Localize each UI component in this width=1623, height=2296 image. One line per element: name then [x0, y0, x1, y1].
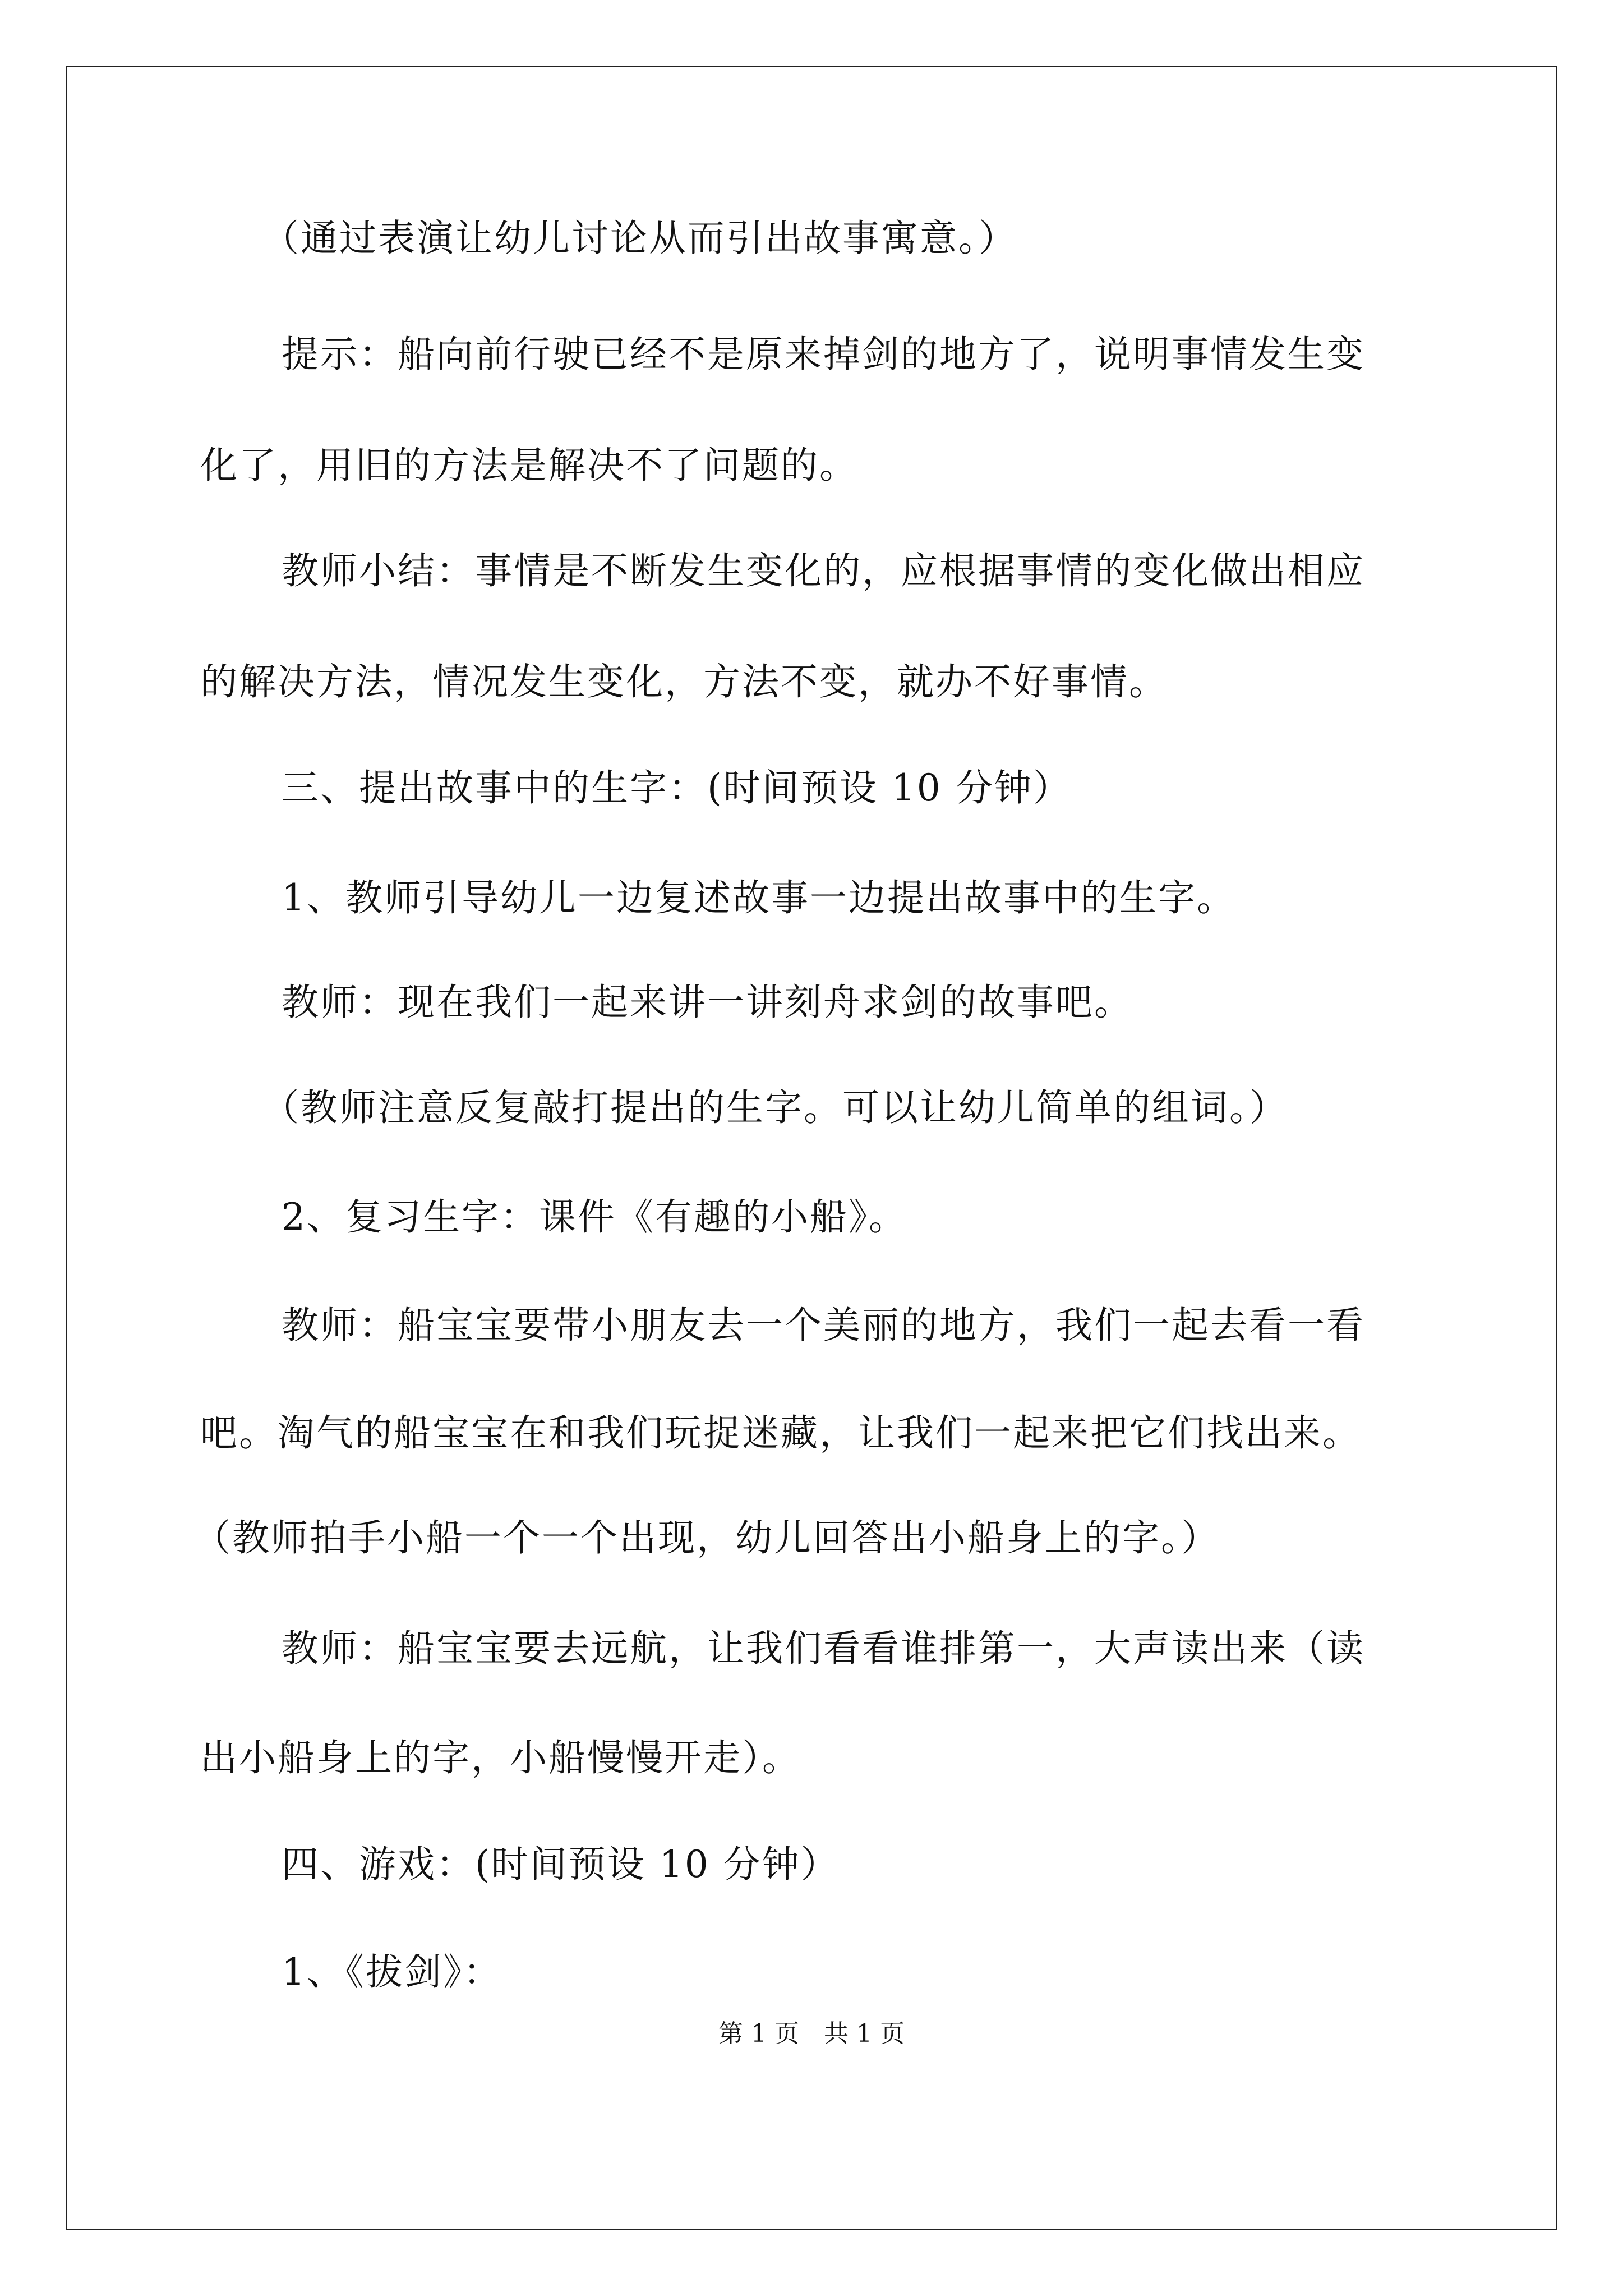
paragraph-line: （教师拍手小船一个一个出现，幼儿回答出小船身上的字。）	[193, 1516, 1220, 1559]
section-heading: 四、游戏：(时间预设 10 分钟）	[282, 1843, 840, 1886]
paragraph-line: 1、教师引导幼儿一边复述故事一边提出故事中的生字。	[282, 876, 1235, 919]
page-footer: 第 1 页 共 1 页	[718, 2019, 905, 2048]
paragraph-line: （教师注意反复敲打提出的生字。可以让幼儿简单的组词。）	[262, 1086, 1288, 1129]
paragraph-line: 教师：船宝宝要带小朋友去一个美丽的地方，我们一起去看一看	[282, 1304, 1365, 1347]
section-heading: 三、提出故事中的生字：(时间预设 10 分钟）	[282, 766, 1072, 809]
paragraph-line: 提示：船向前行驶已经不是原来掉剑的地方了，说明事情发生变	[282, 333, 1365, 376]
paragraph-line: 的解决方法，情况发生变化，方法不变，就办不好事情。	[200, 660, 1168, 703]
paragraph-line: 教师小结：事情是不断发生变化的，应根据事情的变化做出相应	[282, 549, 1365, 592]
paragraph-line: 出小船身上的字，小船慢慢开走）。	[200, 1736, 801, 1779]
paragraph-line: 2、复习生字：课件《有趣的小船》。	[282, 1195, 907, 1239]
paragraph-line: 化了，用旧的方法是解决不了问题的。	[200, 444, 858, 487]
paragraph-line: 教师：船宝宝要去远航，让我们看看谁排第一，大声读出来（读	[282, 1627, 1365, 1670]
paragraph-line: 吧。淘气的船宝宝在和我们玩捉迷藏，让我们一起来把它们找出来。	[200, 1411, 1361, 1455]
paragraph-line: 教师：现在我们一起来讲一讲刻舟求剑的故事吧。	[282, 981, 1133, 1024]
paragraph-line: （通过表演让幼儿讨论从而引出故事寓意。）	[262, 217, 1017, 260]
paragraph-line: 1、《拔剑》：	[282, 1950, 502, 1994]
page-border	[66, 66, 1557, 2230]
